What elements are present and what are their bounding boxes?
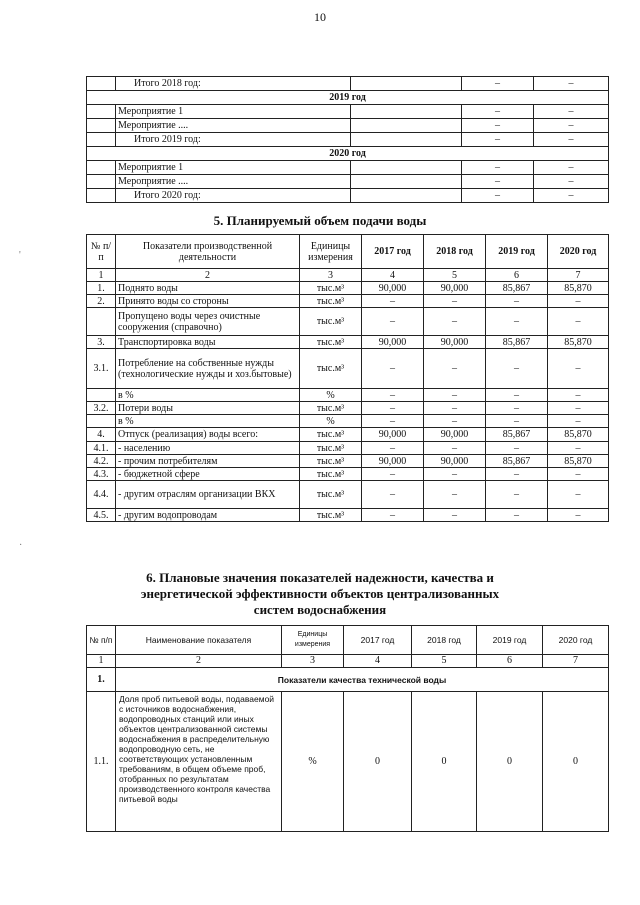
dash-cell: –: [462, 189, 534, 203]
value-2020: –: [548, 349, 609, 389]
activity-label: Итого 2020 год:: [116, 189, 351, 203]
supply-row: [87, 415, 609, 428]
column-number: 5: [412, 655, 477, 668]
indicator-name: Потери воды: [116, 402, 300, 415]
value-2018: 90,000: [424, 455, 486, 468]
dash-cell: –: [462, 161, 534, 175]
value-2020: –: [548, 442, 609, 455]
blank-cell: [351, 189, 462, 203]
dash-cell: –: [534, 161, 609, 175]
year-label: 2020 год: [87, 147, 609, 161]
supply-row: [87, 428, 609, 442]
value-2019: 85,867: [486, 282, 548, 295]
column-header: 2019 год: [486, 235, 548, 269]
value-2018: –: [424, 481, 486, 509]
value-2017: 90,000: [362, 455, 424, 468]
value-2017: 90,000: [362, 336, 424, 349]
section-6-title: 6. Плановые значения показателей надежности, качества и энергетической эффективности объектов централизованных систем водоснабжения: [140, 570, 500, 617]
indicator-name: Потребление на собственные нужды (технологические нужды и хоз.бытовые): [116, 349, 300, 389]
blank-cell: [351, 175, 462, 189]
unit: тыс.м³: [300, 442, 362, 455]
activity-row: [87, 77, 609, 91]
column-number: 1: [87, 655, 116, 668]
column-number: 6: [477, 655, 543, 668]
column-number: 3: [282, 655, 344, 668]
unit: тыс.м³: [300, 308, 362, 336]
value-2019: 85,867: [486, 336, 548, 349]
activity-label: Итого 2018 год:: [116, 77, 351, 91]
value-2018: 0: [412, 692, 477, 832]
supply-row: [87, 295, 609, 308]
blank-cell: [87, 175, 116, 189]
activity-label: Мероприятие ....: [116, 119, 351, 133]
water-supply-table: [86, 234, 609, 522]
unit: тыс.м³: [300, 509, 362, 522]
value-2018: –: [424, 295, 486, 308]
column-header: 2018 год: [424, 235, 486, 269]
row-number: 3.: [87, 336, 116, 349]
activity-label: Мероприятие 1: [116, 105, 351, 119]
column-number: 7: [548, 269, 609, 282]
value-2018: –: [424, 402, 486, 415]
column-number: 4: [362, 269, 424, 282]
indicator-name: в %: [116, 389, 300, 402]
column-header: Единицы измерения: [300, 235, 362, 269]
row-number: 4.2.: [87, 455, 116, 468]
blank-cell: [351, 133, 462, 147]
blank-cell: [87, 133, 116, 147]
dash-cell: –: [534, 105, 609, 119]
column-number: 5: [424, 269, 486, 282]
value-2019: –: [486, 389, 548, 402]
dash-cell: –: [534, 119, 609, 133]
dash-cell: –: [462, 77, 534, 91]
column-number: 2: [116, 269, 300, 282]
row-number: 4.: [87, 428, 116, 442]
value-2020: –: [548, 389, 609, 402]
activity-label: Итого 2019 год:: [116, 133, 351, 147]
activities-table: [86, 76, 609, 203]
row-number: [87, 389, 116, 402]
value-2017: –: [362, 509, 424, 522]
blank-cell: [87, 189, 116, 203]
column-header: Показатели производственной деятельности: [116, 235, 300, 269]
value-2019: –: [486, 415, 548, 428]
supply-row: [87, 468, 609, 481]
activity-label: Мероприятие ....: [116, 175, 351, 189]
value-2020: –: [548, 509, 609, 522]
column-header: 2019 год: [477, 626, 543, 655]
indicator-name: - прочим потребителям: [116, 455, 300, 468]
value-2019: 0: [477, 692, 543, 832]
column-number: 6: [486, 269, 548, 282]
margin-mark: ': [19, 250, 21, 261]
supply-row: [87, 481, 609, 509]
value-2019: 85,867: [486, 455, 548, 468]
value-2020: –: [548, 295, 609, 308]
row-number: 4.5.: [87, 509, 116, 522]
dash-cell: –: [534, 133, 609, 147]
value-2017: –: [362, 295, 424, 308]
year-header-row: [87, 91, 609, 105]
value-2018: –: [424, 509, 486, 522]
blank-cell: [351, 161, 462, 175]
value-2018: –: [424, 442, 486, 455]
row-number: 4.3.: [87, 468, 116, 481]
column-header: 2017 год: [362, 235, 424, 269]
supply-row: [87, 509, 609, 522]
unit: тыс.м³: [300, 336, 362, 349]
column-header: 2020 год: [543, 626, 609, 655]
blank-cell: [351, 77, 462, 91]
indicators-table: [86, 625, 609, 832]
dash-cell: –: [462, 133, 534, 147]
margin-mark: ·: [19, 540, 23, 551]
section-5-title: 5. Планируемый объем подачи воды: [213, 213, 427, 228]
indicator-name: Поднято воды: [116, 282, 300, 295]
dash-cell: –: [462, 175, 534, 189]
column-number: 3: [300, 269, 362, 282]
indicator-name: - другим отраслям организации ВКХ: [116, 481, 300, 509]
activity-row: [87, 189, 609, 203]
activity-row: [87, 105, 609, 119]
column-header: № п/п: [87, 626, 116, 655]
row-number: 2.: [87, 295, 116, 308]
unit: %: [282, 692, 344, 832]
value-2018: –: [424, 349, 486, 389]
column-number: 4: [344, 655, 412, 668]
value-2020: –: [548, 481, 609, 509]
row-number: 4.1.: [87, 442, 116, 455]
value-2018: –: [424, 308, 486, 336]
unit: тыс.м³: [300, 295, 362, 308]
value-2018: –: [424, 415, 486, 428]
blank-cell: [87, 77, 116, 91]
blank-cell: [87, 161, 116, 175]
value-2017: –: [362, 402, 424, 415]
value-2018: 90,000: [424, 428, 486, 442]
supply-row: [87, 282, 609, 295]
blank-cell: [87, 119, 116, 133]
value-2020: –: [548, 402, 609, 415]
column-number: 7: [543, 655, 609, 668]
unit: тыс.м³: [300, 428, 362, 442]
indicator-name: - бюджетной сфере: [116, 468, 300, 481]
activity-row: [87, 133, 609, 147]
value-2019: 85,867: [486, 428, 548, 442]
dash-cell: –: [534, 77, 609, 91]
unit: тыс.м³: [300, 455, 362, 468]
value-2020: 85,870: [548, 282, 609, 295]
activity-row: [87, 161, 609, 175]
unit: тыс.м³: [300, 349, 362, 389]
value-2017: –: [362, 442, 424, 455]
value-2020: 85,870: [548, 455, 609, 468]
activity-label: Мероприятие 1: [116, 161, 351, 175]
value-2018: –: [424, 468, 486, 481]
year-header-row: [87, 147, 609, 161]
value-2020: –: [548, 468, 609, 481]
supply-row: [87, 442, 609, 455]
indicator-name: Принято воды со стороны: [116, 295, 300, 308]
unit: %: [300, 415, 362, 428]
dash-cell: –: [534, 189, 609, 203]
value-2017: 0: [344, 692, 412, 832]
column-header: Единицы измерения: [282, 626, 344, 655]
value-2017: –: [362, 389, 424, 402]
column-number: 2: [116, 655, 282, 668]
column-header: 2017 год: [344, 626, 412, 655]
value-2018: 90,000: [424, 282, 486, 295]
value-2019: –: [486, 295, 548, 308]
value-2020: 85,870: [548, 336, 609, 349]
activity-row: [87, 119, 609, 133]
column-header: 2020 год: [548, 235, 609, 269]
value-2017: –: [362, 308, 424, 336]
year-label: 2019 год: [87, 91, 609, 105]
row-number: 3.1.: [87, 349, 116, 389]
row-number: 4.4.: [87, 481, 116, 509]
value-2017: –: [362, 415, 424, 428]
supply-row: [87, 336, 609, 349]
row-number: [87, 308, 116, 336]
value-2020: 0: [543, 692, 609, 832]
row-number: 1.1.: [87, 692, 116, 832]
supply-row: [87, 308, 609, 336]
page-number: 10: [314, 10, 326, 24]
indicator-name: Транспортировка воды: [116, 336, 300, 349]
value-2017: 90,000: [362, 428, 424, 442]
blank-cell: [87, 105, 116, 119]
value-2018: 90,000: [424, 336, 486, 349]
indicator-name: - другим водопроводам: [116, 509, 300, 522]
column-header: 2018 год: [412, 626, 477, 655]
dash-cell: –: [462, 105, 534, 119]
dash-cell: –: [462, 119, 534, 133]
value-2019: –: [486, 349, 548, 389]
unit: тыс.м³: [300, 282, 362, 295]
value-2017: –: [362, 468, 424, 481]
indicator-name: Доля проб питьевой воды, подаваемой с источников водоснабжения, водопроводных станций или иных объектов централизованной системы водоснабжения в распределительную водопроводную сеть, не соответствующих установленным требованиям, в общем объеме проб, отобранных по результатам производственного контроля качества питьевой воды: [116, 692, 282, 832]
value-2019: –: [486, 481, 548, 509]
value-2020: –: [548, 415, 609, 428]
value-2019: –: [486, 509, 548, 522]
row-number: 1.: [87, 282, 116, 295]
supply-row: [87, 349, 609, 389]
value-2020: 85,870: [548, 428, 609, 442]
value-2017: –: [362, 349, 424, 389]
value-2020: –: [548, 308, 609, 336]
indicator-name: в %: [116, 415, 300, 428]
dash-cell: –: [534, 175, 609, 189]
value-2019: –: [486, 308, 548, 336]
value-2017: –: [362, 481, 424, 509]
indicator-name: - населению: [116, 442, 300, 455]
group-label: Показатели качества технической воды: [116, 668, 609, 692]
row-number: [87, 415, 116, 428]
column-header: Наименование показателя: [116, 626, 282, 655]
group-number: 1.: [87, 668, 116, 692]
indicator-row: [87, 692, 609, 832]
row-number: 3.2.: [87, 402, 116, 415]
supply-row: [87, 455, 609, 468]
group-row: [87, 668, 609, 692]
blank-cell: [351, 119, 462, 133]
unit: тыс.м³: [300, 402, 362, 415]
value-2019: –: [486, 442, 548, 455]
supply-row: [87, 402, 609, 415]
column-number: 1: [87, 269, 116, 282]
indicator-name: Отпуск (реализация) воды всего:: [116, 428, 300, 442]
blank-cell: [351, 105, 462, 119]
value-2017: 90,000: [362, 282, 424, 295]
unit: %: [300, 389, 362, 402]
value-2018: –: [424, 389, 486, 402]
value-2019: –: [486, 468, 548, 481]
unit: тыс.м³: [300, 481, 362, 509]
supply-row: [87, 389, 609, 402]
column-header: № п/п: [87, 235, 116, 269]
value-2019: –: [486, 402, 548, 415]
indicator-name: Пропущено воды через очистные сооружения (справочно): [116, 308, 300, 336]
activity-row: [87, 175, 609, 189]
unit: тыс.м³: [300, 468, 362, 481]
